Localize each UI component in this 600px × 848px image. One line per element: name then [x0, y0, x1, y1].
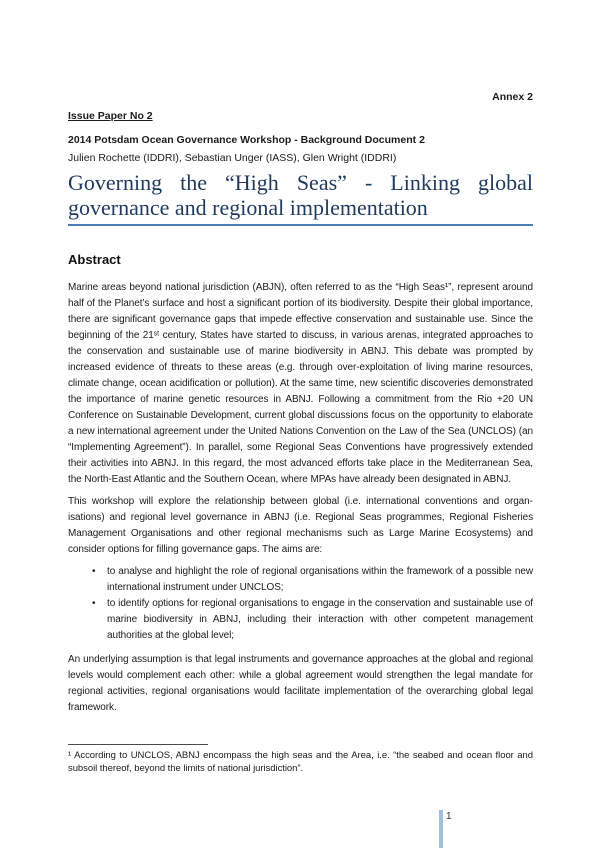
list-item [68, 596, 533, 644]
list-item [68, 564, 533, 596]
page-title-line-1: Governing the “High Seas” - Linking global [68, 170, 533, 195]
footnote-separator [68, 744, 208, 745]
bullet-icon: • [92, 598, 96, 609]
abstract-heading: Abstract [68, 252, 121, 267]
annex-label: Annex 2 [492, 91, 533, 103]
page-number: 1 [446, 811, 452, 822]
bullet-icon: • [92, 566, 96, 577]
issue-paper-label: Issue Paper No 2 [68, 110, 153, 122]
page-title [68, 170, 533, 226]
footnote-text: ¹ According to UNCLOS, ABNJ encompass the high seas and the Area, i.e. “the seabed and ocean floor and subsoil thereof, beyond the limits of national jurisdiction”. [68, 750, 533, 774]
page-number-accent-bar [439, 810, 443, 848]
page-title-line-2: governance and regional implementation [68, 195, 428, 220]
abstract-paragraph: Marine areas beyond national jurisdiction (ABJN), often referred to as the “High Seas¹”, represent around half of the Planet’s surface and host a significant portion of its biodiversity. Despite their global importance, there are significant governance gaps that impede effective conservation and sustainable use. Since the beginning of the 21ˢᵗ century, States have started to discuss, in various arenas, integrated approaches to the conservation and sustainable use of marine biodiversity in ABNJ. This debate was prompted by increased evidence of threats to these areas (e.g. through over-exploitation of living marine resources, climate change, ocean acidification or pollution). At the same time, new scientific discoveries demonstrated the importance of marine genetic resources in ABNJ. Following a commitment from the Rio +20 UN Conference on Sustainable Development, current global discussions focus on the opportunity to elaborate a new international agreement under the United Nations Convention on the Law of the Sea (UNCLOS) (an “Implementing Agreement”). In parallel, some Regional Seas Conventions have progressively extended their activities into ABNJ. In this regard, the most advanced efforts take place in the Mediterranean Sea, the North-East Atlantic and the Southern Ocean, where MPAs have already been designated in ABNJ. [68, 282, 533, 485]
aim-text: to identify options for regional organisations to engage in the conservation and sustainable use of marine biodiversity in ABNJ, including their interaction with other competent management authorities at the global level; [107, 598, 533, 641]
aim-text: to analyse and highlight the role of regional organisations within the framework of a possible new international instrument under UNCLOS; [107, 566, 533, 593]
authors-line: Julien Rochette (IDDRI), Sebastian Unger (IASS), Glen Wright (IDDRI) [68, 152, 397, 164]
workshop-paragraph: This workshop will explore the relationship between global (i.e. international conventions and organisations) and regional level governance in ABNJ (i.e. Regional Seas programmes, Regional Fisheries Management Organisations and other regional mechanisms such as Large Marine Ecosystems) and consider options for filling governance gaps. The aims are: [68, 496, 533, 555]
aims-list [68, 564, 533, 644]
conclusion-paragraph: An underlying assumption is that legal instruments and governance approaches at the global and regional levels would complement each other: while a global agreement would strengthen the legal mandate for regional activities, regional organisations would facilitate implementation of the overarching global legal framework. [68, 654, 533, 713]
workshop-document-label: 2014 Potsdam Ocean Governance Workshop - Background Document 2 [68, 134, 425, 146]
